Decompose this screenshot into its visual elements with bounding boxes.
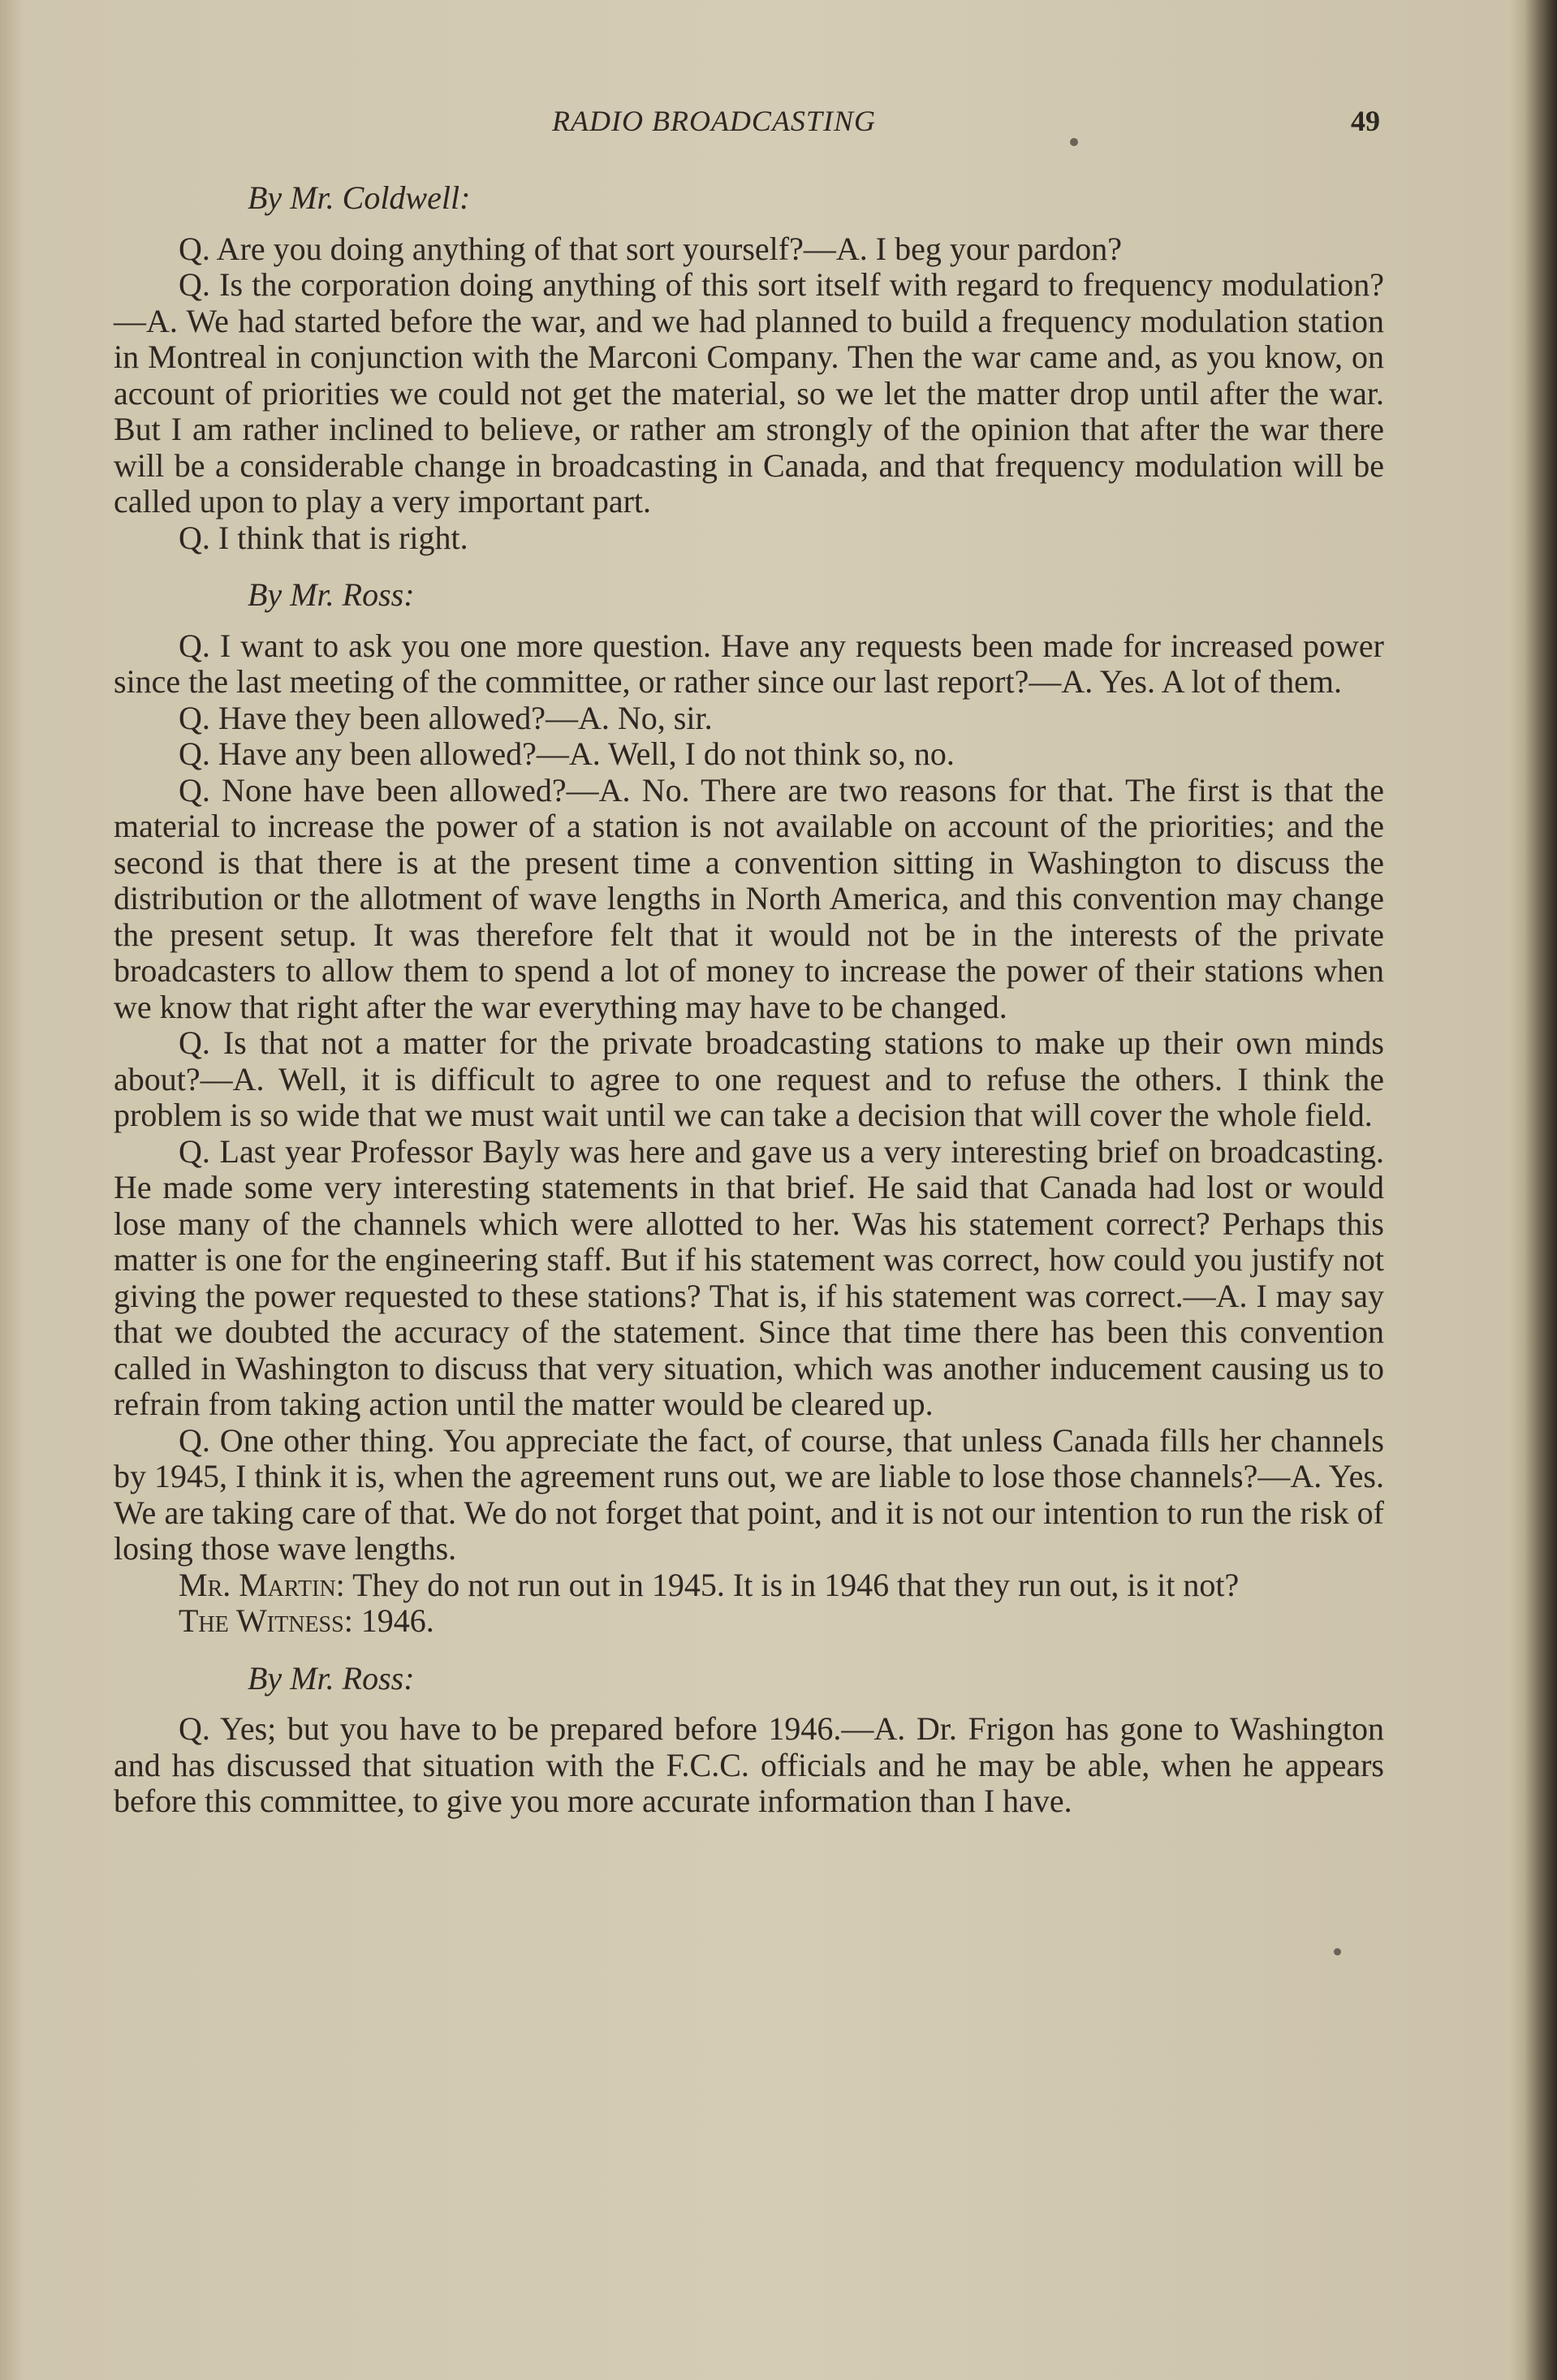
transcript-paragraph: Q. Yes; but you have to be prepared before 1946.—A. Dr. Frigon has gone to Washington and has discussed that situation with the F.C.C. officials and he may be able, when he appears before this committee, to give you more accurate information than I have. (114, 1710, 1384, 1819)
speaker-heading: By Mr. Coldwell: (248, 179, 471, 216)
ink-dot-mark (1334, 1948, 1341, 1955)
transcript-paragraph: Q. Last year Professor Bayly was here and gave us a very interesting brief on broadcasting. He made some very interesting statements in that brief. He said that Canada had lost or would lose many of the channels which were allotted to her. Was his statement correct? Perhaps this matter is one for the engineering staff. But if his statement was correct, how could you justify not giving the power requested to these stations? That is, if his statement was correct.—A. I may say that we doubted the accuracy of the statement. Since that time there has been this convention called in Washington to discuss that very situation, which was another inducement causing us to refrain from taking action until the matter would be cleared up. (114, 1132, 1384, 1422)
transcript-body (114, 180, 1384, 1820)
speaker-name: Mr. Martin (179, 1566, 336, 1603)
transcript-paragraph: Q. I want to ask you one more question. Have any requests been made for increased power since the last meeting of the committee, or rather since our last report?—A. Yes. A lot of them. (114, 627, 1384, 700)
transcript-paragraph: Q. I think that is right. (179, 519, 468, 556)
transcript-paragraph: Q. None have been allowed?—A. No. There are two reasons for that. The first is that the material to increase the power of a station is not available on account of the priorities; and the second is that there is at the present time a convention sitting in Washington to discuss the distribution or the allotment of wave lengths in North America, and this convention may change the present setup. It was therefore felt that it would not be in the interests of the private broadcasters to allow them to spend a lot of money to increase the power of their stations when we know that right after the war everything may have to be changed. (114, 771, 1384, 1025)
page-edge-shadow (1525, 0, 1557, 2380)
remark-text: : 1946. (343, 1602, 434, 1639)
page-number: 49 (1351, 105, 1380, 137)
transcript-paragraph: Q. Is that not a matter for the private broadcasting stations to make up their own minds about?—A. Well, it is difficult to agree to one request and to refuse the others. I think the problem is so wide that we must wait until we can take a decision that will cover the whole field. (114, 1024, 1384, 1133)
speaker-heading: By Mr. Ross: (248, 1659, 415, 1697)
running-title: RADIO BROADCASTING (552, 105, 876, 137)
speaker-name: The Witness (179, 1602, 344, 1639)
witness-remark (114, 1603, 1384, 1640)
transcript-paragraph: Q. Are you doing anything of that sort yourself?—A. I beg your pardon? (179, 230, 1122, 267)
transcript-paragraph: Q. Is the corporation doing anything of this sort itself with regard to frequency modulation?—A. We had started before the war, and we had planned to build a frequency modulation station in Montreal in conjunction with the Marconi Company. Then the war came and, as you know, on account of priorities we could not get the material, so we let the matter drop until after the war. But I am rather inclined to believe, or rather am strongly of the opinion that after the war there will be a considerable change in broadcasting in Canada, and that frequency modulation will be called upon to play a very important part. (114, 266, 1384, 520)
martin-remark (114, 1567, 1384, 1604)
transcript-paragraph: Q. Have they been allowed?—A. No, sir. (179, 699, 713, 736)
remark-text: : They do not run out in 1945. It is in 1946 that they run out, is it not? (335, 1566, 1240, 1603)
speaker-heading: By Mr. Ross: (248, 576, 415, 613)
ink-dot-mark (1070, 138, 1078, 146)
transcript-paragraph: Q. Have any been allowed?—A. Well, I do not think so, no. (179, 735, 955, 772)
page-header (114, 104, 1380, 144)
transcript-paragraph: Q. One other thing. You appreciate the fact, of course, that unless Canada fills her channels by 1945, I think it is, when the agreement runs out, we are liable to lose those channels?—A. Yes. We are taking care of that. We do not forget that point, and it is not our intention to run the risk of losing those wave lengths. (114, 1421, 1384, 1567)
